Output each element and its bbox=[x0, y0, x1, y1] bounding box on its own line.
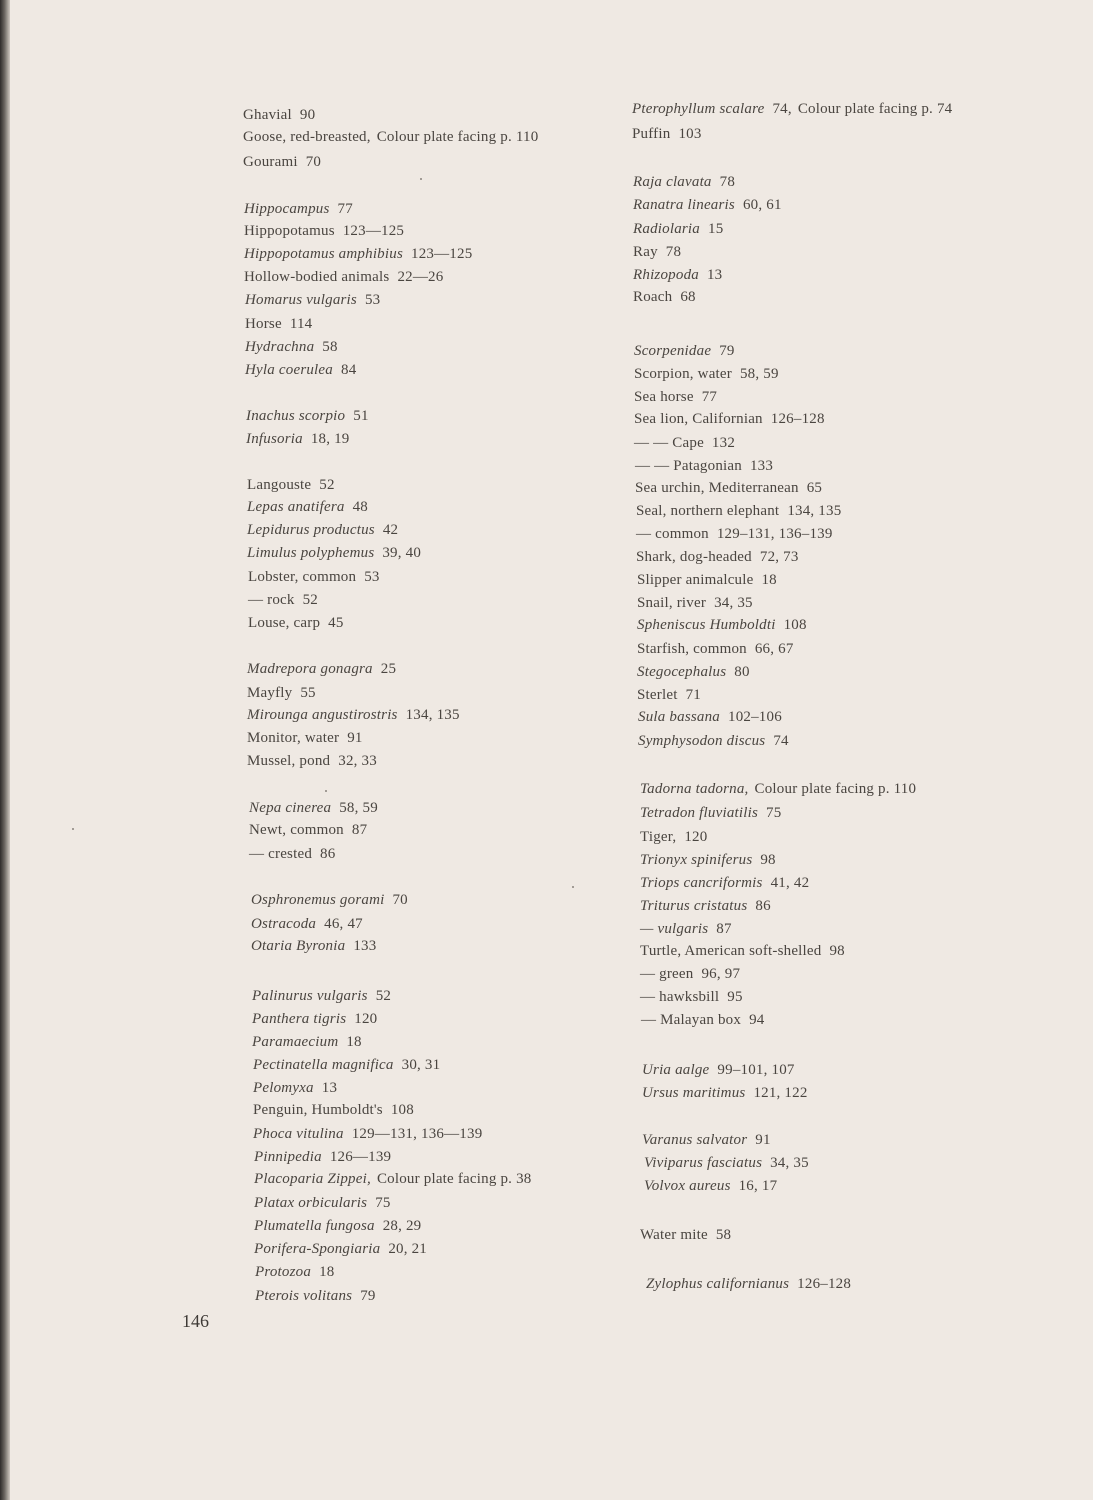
index-entry bbox=[247, 660, 396, 678]
index-page-refs: 70 bbox=[392, 892, 408, 908]
index-term: Monitor, water bbox=[247, 730, 340, 746]
index-entry bbox=[248, 591, 318, 609]
index-term: Platax orbicularis bbox=[254, 1195, 368, 1211]
index-page-refs: 108 bbox=[390, 1102, 414, 1118]
index-page-refs: 58, 59 bbox=[739, 366, 779, 382]
index-page-refs: 129—131, 136—139 bbox=[351, 1126, 483, 1142]
index-term: Porifera-Spongiaria bbox=[254, 1241, 381, 1257]
index-entry bbox=[244, 245, 472, 263]
index-page-refs: 90 bbox=[299, 107, 316, 123]
index-page-refs: 58 bbox=[715, 1227, 732, 1243]
index-term: Ostracoda bbox=[251, 916, 317, 932]
index-term: Inachus scorpio bbox=[246, 408, 346, 424]
index-page-refs: 102–106 bbox=[728, 709, 782, 725]
index-entry bbox=[252, 987, 391, 1005]
index-page-refs: 34, 35 bbox=[770, 1155, 809, 1171]
index-entry bbox=[245, 338, 338, 356]
index-entry bbox=[254, 1217, 421, 1235]
index-term: Mussel, pond bbox=[247, 753, 331, 769]
index-page-refs: 123—125 bbox=[411, 246, 473, 262]
index-page-refs: 20, 21 bbox=[388, 1241, 428, 1257]
index-entry bbox=[244, 268, 443, 286]
index-page-refs: 13 bbox=[321, 1080, 338, 1096]
index-term: Trionyx spiniferus bbox=[640, 852, 753, 868]
index-entry bbox=[245, 291, 380, 309]
index-entry bbox=[640, 804, 781, 822]
index-term: — vulgaris bbox=[640, 921, 709, 937]
index-page-refs: 18 bbox=[319, 1264, 335, 1280]
index-page-refs: 39, 40 bbox=[382, 545, 422, 561]
index-entry bbox=[636, 502, 841, 520]
index-page-refs: 16, 17 bbox=[738, 1178, 778, 1194]
index-entry bbox=[634, 365, 779, 383]
index-term: Tetradon fluviatilis bbox=[640, 805, 759, 821]
index-term: Hyla coerulea bbox=[245, 362, 333, 378]
index-term: Homarus vulgaris bbox=[245, 292, 357, 308]
index-page-refs: 52 bbox=[319, 477, 335, 493]
index-term: Placoparia Zippei, bbox=[254, 1171, 371, 1187]
index-page-refs: 79 bbox=[360, 1288, 376, 1304]
index-entry bbox=[642, 1084, 808, 1102]
index-term: Hippopotamus amphibius bbox=[244, 246, 403, 262]
index-page-refs: 120 bbox=[354, 1011, 378, 1027]
index-page-refs: 133 bbox=[749, 458, 774, 474]
index-page-refs: 98 bbox=[760, 852, 776, 868]
index-entry bbox=[633, 220, 723, 238]
index-entry bbox=[640, 942, 845, 960]
index-entry bbox=[249, 845, 335, 863]
index-entry bbox=[640, 780, 916, 798]
index-term: Madrepora gonagra bbox=[247, 661, 373, 677]
index-plate-note: Colour plate facing p. 110 bbox=[376, 129, 539, 145]
index-page-refs: 103 bbox=[678, 126, 702, 142]
index-term: Lepidurus productus bbox=[247, 522, 375, 538]
index-term: — crested bbox=[249, 846, 313, 862]
index-entry bbox=[247, 521, 398, 539]
index-page-refs: 134, 135 bbox=[405, 707, 460, 723]
index-entry bbox=[632, 125, 702, 143]
index-term: Pterophyllum scalare bbox=[632, 101, 765, 117]
index-entry bbox=[637, 663, 750, 681]
index-entry bbox=[640, 851, 776, 869]
index-entry bbox=[636, 525, 833, 543]
index-page-refs: 53 bbox=[364, 292, 381, 308]
index-page-refs: 32, 33 bbox=[338, 753, 377, 769]
index-term: Palinurus vulgaris bbox=[252, 988, 368, 1004]
index-term: Pinnipedia bbox=[254, 1149, 322, 1165]
index-term: — — Cape bbox=[634, 435, 704, 451]
index-entry bbox=[637, 616, 807, 634]
index-term: Raja clavata bbox=[633, 174, 712, 190]
index-term: Lobster, common bbox=[248, 569, 357, 585]
index-term: Ghavial bbox=[243, 107, 292, 123]
index-term: Otaria Byronia bbox=[251, 938, 346, 954]
index-entry bbox=[246, 407, 369, 425]
index-entry bbox=[248, 614, 344, 632]
index-entry bbox=[252, 1033, 362, 1051]
index-entry bbox=[632, 100, 952, 118]
index-page-refs: 34, 35 bbox=[714, 595, 753, 611]
index-term: Ray bbox=[633, 244, 658, 260]
index-entry bbox=[638, 708, 782, 726]
index-term: Protozoa bbox=[255, 1264, 312, 1280]
index-entry bbox=[251, 915, 363, 933]
index-term: Radiolaria bbox=[633, 221, 701, 237]
index-term: Snail, river bbox=[637, 595, 707, 611]
index-entry bbox=[646, 1275, 851, 1293]
index-term: Symphysodon discus bbox=[638, 733, 766, 749]
index-entry bbox=[247, 706, 460, 724]
index-entry bbox=[247, 476, 335, 494]
index-term: Rhizopoda bbox=[633, 267, 699, 283]
index-page-refs: 87 bbox=[716, 921, 732, 937]
index-plate-note: Colour plate facing p. 110 bbox=[754, 781, 917, 797]
index-term: — — Patagonian bbox=[635, 458, 742, 474]
index-page-refs: 96, 97 bbox=[701, 966, 741, 982]
index-entry bbox=[253, 1079, 337, 1097]
index-entry bbox=[637, 640, 794, 658]
index-entry bbox=[633, 173, 735, 191]
index-page-refs: 86 bbox=[320, 846, 336, 862]
index-page-refs: 72, 73 bbox=[759, 549, 799, 565]
index-entry bbox=[640, 988, 743, 1006]
index-entry bbox=[247, 544, 421, 562]
index-page-refs: 28, 29 bbox=[382, 1218, 422, 1234]
index-term: Pectinatella magnifica bbox=[253, 1057, 394, 1073]
index-entry bbox=[640, 920, 732, 938]
index-page-refs: 66, 67 bbox=[754, 641, 794, 657]
index-term: Slipper animalcule bbox=[637, 572, 754, 588]
index-page-refs: 45 bbox=[328, 615, 344, 631]
index-page-refs: 78 bbox=[719, 174, 736, 190]
index-term: Water mite bbox=[640, 1227, 708, 1243]
index-page-refs: 71 bbox=[685, 687, 701, 703]
index-term: Tadorna tadorna, bbox=[640, 781, 749, 797]
index-page-refs: 55 bbox=[300, 685, 316, 701]
index-page-refs: 22—26 bbox=[397, 269, 444, 285]
index-page-refs: 52 bbox=[375, 988, 392, 1004]
index-page-refs: 91 bbox=[755, 1132, 771, 1148]
index-page-refs: 95 bbox=[727, 989, 743, 1005]
index-term: Infusoria bbox=[246, 431, 303, 447]
index-page-refs: 58 bbox=[322, 339, 338, 355]
index-page-refs: 78 bbox=[665, 244, 682, 260]
index-page-refs: 108 bbox=[783, 617, 807, 633]
index-page-refs: 75 bbox=[375, 1195, 391, 1211]
index-entry bbox=[253, 1101, 414, 1119]
index-term: Lepas anatifera bbox=[247, 499, 345, 515]
index-page-refs: 30, 31 bbox=[401, 1057, 441, 1073]
index-page-refs: 68 bbox=[680, 289, 696, 305]
index-term: Viviparus fasciatus bbox=[644, 1155, 763, 1171]
index-term: Pelomyxa bbox=[253, 1080, 314, 1096]
index-entry bbox=[634, 434, 735, 452]
index-entry bbox=[637, 571, 777, 589]
index-term: Hippocampus bbox=[244, 201, 330, 217]
index-entry bbox=[252, 1010, 377, 1028]
index-entry bbox=[633, 243, 681, 261]
paper-speck bbox=[325, 790, 327, 792]
index-term: Scorpenidae bbox=[634, 343, 712, 359]
index-term: Starfish, common bbox=[637, 641, 747, 657]
index-entry bbox=[642, 1131, 771, 1149]
index-term: Newt, common bbox=[249, 822, 344, 838]
index-entry bbox=[633, 196, 782, 214]
index-page-refs: 98 bbox=[829, 943, 845, 959]
index-term: Plumatella fungosa bbox=[254, 1218, 375, 1234]
index-entry bbox=[640, 828, 707, 846]
index-term: Puffin bbox=[632, 126, 671, 142]
index-entry bbox=[247, 498, 368, 516]
index-term: — rock bbox=[248, 592, 295, 608]
index-entry bbox=[247, 684, 316, 702]
paper-speck bbox=[420, 178, 422, 180]
index-entry bbox=[636, 548, 799, 566]
index-page-refs: 86 bbox=[755, 898, 771, 914]
index-term: Ranatra linearis bbox=[633, 197, 735, 213]
index-page-refs: 87 bbox=[351, 822, 368, 838]
index-entry bbox=[640, 1226, 731, 1244]
index-page-refs: 114 bbox=[289, 316, 313, 332]
index-page-refs: 74 bbox=[773, 733, 789, 749]
index-entry bbox=[254, 1170, 531, 1188]
index-term: Turtle, American soft-shelled bbox=[640, 943, 822, 959]
index-page-refs: 25 bbox=[380, 661, 397, 677]
index-term: Triops cancriformis bbox=[640, 875, 763, 891]
paper-speck bbox=[572, 886, 574, 888]
index-page-refs: 13 bbox=[706, 267, 723, 283]
index-term: Sea urchin, Mediterranean bbox=[635, 480, 799, 496]
index-entry bbox=[642, 1061, 795, 1079]
index-page-refs: 42 bbox=[382, 522, 399, 538]
index-entry bbox=[641, 1011, 764, 1029]
index-page-refs: 74, bbox=[772, 101, 792, 117]
index-term: Osphronemus gorami bbox=[251, 892, 385, 908]
index-entry bbox=[243, 128, 538, 146]
index-entry bbox=[255, 1263, 334, 1281]
index-term: Ursus maritimus bbox=[642, 1085, 746, 1101]
index-page-refs: 134, 135 bbox=[787, 503, 842, 519]
index-term: Horse bbox=[245, 316, 282, 332]
index-entry bbox=[251, 937, 376, 955]
index-term: Goose, red-breasted, bbox=[243, 129, 371, 145]
index-page-refs: 65 bbox=[806, 480, 823, 496]
index-term: Triturus cristatus bbox=[640, 898, 748, 914]
index-page-refs: 126–128 bbox=[770, 411, 825, 427]
index-entry bbox=[634, 342, 735, 360]
index-entry bbox=[247, 752, 377, 770]
index-entry bbox=[633, 266, 722, 284]
index-term: Limulus polyphemus bbox=[247, 545, 375, 561]
index-page-refs: 46, 47 bbox=[324, 916, 363, 932]
index-entry bbox=[255, 1287, 376, 1305]
index-entry bbox=[640, 965, 740, 983]
index-page-refs: 120 bbox=[684, 829, 708, 845]
index-entry bbox=[635, 479, 822, 497]
index-page-refs: 18 bbox=[761, 572, 777, 588]
index-term: Gourami bbox=[243, 154, 298, 170]
index-entry bbox=[640, 874, 809, 892]
index-term: Paramaecium bbox=[252, 1034, 339, 1050]
index-entry bbox=[249, 799, 378, 817]
index-page-refs: 79 bbox=[719, 343, 735, 359]
index-term: Stegocephalus bbox=[637, 664, 727, 680]
index-term: Langouste bbox=[247, 477, 312, 493]
index-page-refs: 53 bbox=[364, 569, 380, 585]
index-entry bbox=[249, 821, 367, 839]
index-page-refs: 91 bbox=[347, 730, 363, 746]
index-entry bbox=[246, 430, 350, 448]
index-term: Mirounga angustirostris bbox=[247, 707, 398, 723]
index-entry bbox=[634, 410, 825, 428]
index-term: Seal, northern elephant bbox=[636, 503, 780, 519]
index-entry bbox=[633, 288, 696, 306]
index-term: — green bbox=[640, 966, 694, 982]
index-page-refs: 77 bbox=[337, 201, 353, 217]
index-term: Panthera tigris bbox=[252, 1011, 347, 1027]
index-term: Uria aalge bbox=[642, 1062, 710, 1078]
index-entry bbox=[245, 361, 356, 379]
index-page-refs: 126—139 bbox=[329, 1149, 392, 1165]
index-entry bbox=[244, 200, 353, 218]
index-page-refs: 18, 19 bbox=[310, 431, 350, 447]
index-term: Louse, carp bbox=[248, 615, 321, 631]
index-page-refs: 99–101, 107 bbox=[717, 1062, 795, 1078]
index-entry bbox=[637, 594, 753, 612]
index-term: Sea horse bbox=[634, 389, 694, 405]
index-entry bbox=[248, 568, 380, 586]
index-plate-note: Colour plate facing p. 38 bbox=[376, 1171, 532, 1187]
index-entry bbox=[637, 686, 701, 704]
index-page-refs: 75 bbox=[766, 805, 782, 821]
index-entry bbox=[635, 457, 773, 475]
paper-speck bbox=[72, 828, 74, 830]
index-page-refs: 94 bbox=[749, 1012, 765, 1028]
index-page-refs: 126–128 bbox=[797, 1276, 852, 1292]
index-entry bbox=[640, 897, 771, 915]
index-entry bbox=[254, 1240, 427, 1258]
index-term: Sterlet bbox=[637, 687, 678, 703]
page-binding-edge bbox=[0, 0, 10, 1500]
index-term: Penguin, Humboldt's bbox=[253, 1102, 383, 1118]
index-term: — hawksbill bbox=[640, 989, 720, 1005]
index-entry bbox=[644, 1177, 777, 1195]
index-page-refs: 70 bbox=[305, 154, 322, 170]
index-term: — common bbox=[636, 526, 709, 542]
index-entry bbox=[244, 222, 404, 240]
index-term: Sula bassana bbox=[638, 709, 720, 725]
index-term: Hydrachna bbox=[245, 339, 315, 355]
index-entry bbox=[634, 388, 717, 406]
index-entry bbox=[254, 1194, 391, 1212]
index-entry bbox=[245, 315, 312, 333]
index-page-refs: 123—125 bbox=[342, 223, 405, 239]
index-term: Varanus salvator bbox=[642, 1132, 748, 1148]
index-page-refs: 52 bbox=[302, 592, 319, 608]
index-entry bbox=[243, 153, 321, 171]
index-page-refs: 15 bbox=[708, 221, 724, 237]
index-entry bbox=[644, 1154, 809, 1172]
index-term: Scorpion, water bbox=[634, 366, 732, 382]
index-term: Mayfly bbox=[247, 685, 293, 701]
index-page-refs: 132 bbox=[711, 435, 736, 451]
index-term: Pterois volitans bbox=[255, 1288, 353, 1304]
index-entry bbox=[254, 1148, 391, 1166]
index-term: Spheniscus Humboldti bbox=[637, 617, 776, 633]
index-term: Nepa cinerea bbox=[249, 800, 332, 816]
index-page-refs: 48 bbox=[352, 499, 368, 515]
index-entry bbox=[638, 732, 789, 750]
index-term: Sea lion, Californian bbox=[634, 411, 763, 427]
index-term: Hippopotamus bbox=[244, 223, 335, 239]
index-term: — Malayan box bbox=[641, 1012, 742, 1028]
index-plate-note: Colour plate facing p. 74 bbox=[797, 101, 953, 117]
index-page-refs: 51 bbox=[353, 408, 369, 424]
index-entry bbox=[243, 106, 315, 124]
index-page-refs: 129–131, 136–139 bbox=[716, 526, 833, 542]
index-entry bbox=[253, 1125, 482, 1143]
index-page-refs: 80 bbox=[734, 664, 750, 680]
index-entry bbox=[253, 1056, 440, 1074]
page-number: 146 bbox=[182, 1311, 209, 1331]
index-page-refs: 77 bbox=[701, 389, 718, 405]
index-page-refs: 41, 42 bbox=[770, 875, 810, 891]
index-page-refs: 133 bbox=[353, 938, 377, 954]
index-page-refs: 58, 59 bbox=[339, 800, 378, 816]
index-term: Tiger, bbox=[640, 829, 677, 845]
index-page-refs: 18 bbox=[346, 1034, 362, 1050]
index-term: Hollow-bodied animals bbox=[244, 269, 390, 285]
index-page-refs: 60, 61 bbox=[742, 197, 782, 213]
index-entry bbox=[247, 729, 363, 747]
index-term: Zylophus californianus bbox=[646, 1276, 790, 1292]
index-page-refs: 121, 122 bbox=[753, 1085, 808, 1101]
index-term: Phoca vitulina bbox=[253, 1126, 344, 1142]
index-term: Volvox aureus bbox=[644, 1178, 731, 1194]
index-page-refs: 84 bbox=[341, 362, 357, 378]
index-term: Shark, dog-headed bbox=[636, 549, 752, 565]
index-term: Roach bbox=[633, 289, 673, 305]
index-entry bbox=[251, 891, 408, 909]
